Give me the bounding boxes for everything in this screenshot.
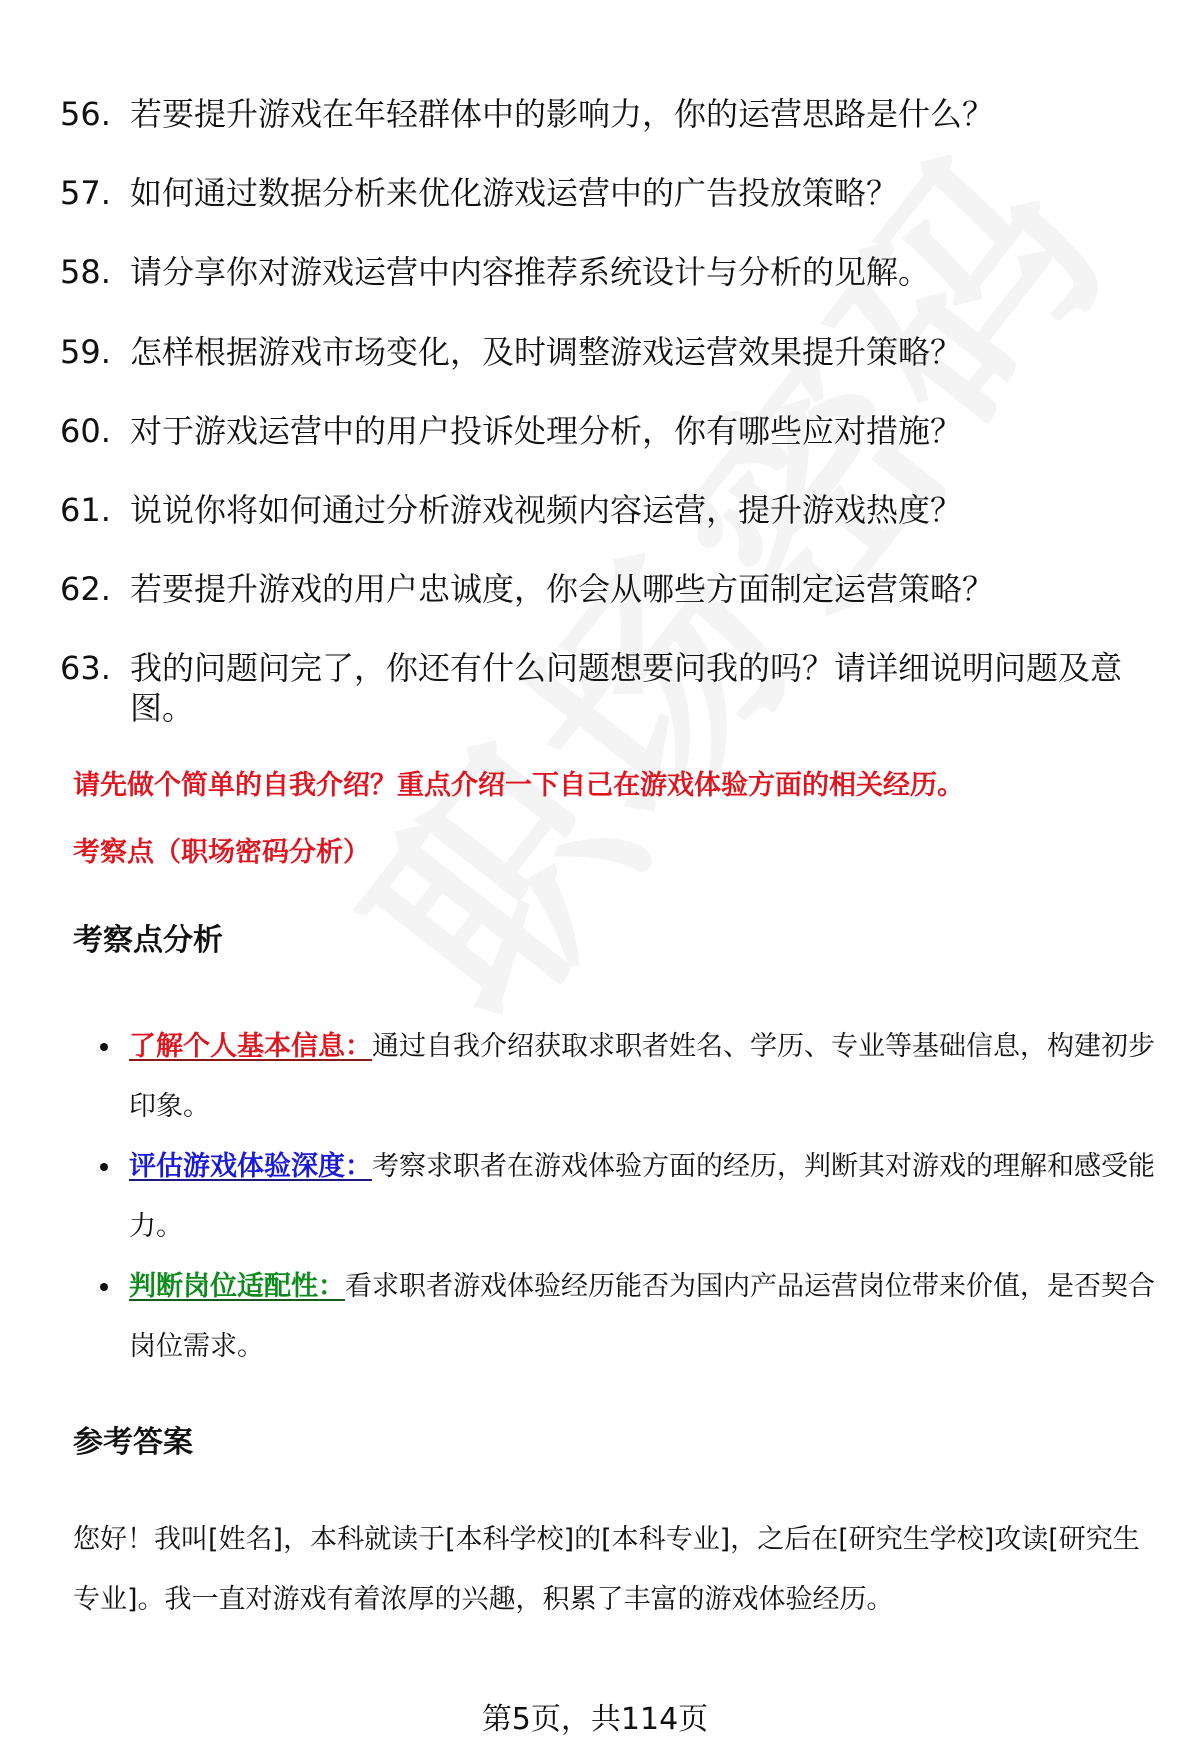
question-text: 说说你将如何通过分析游戏视频内容运营，提升游戏热度？ — [130, 491, 963, 529]
question-text: 请分享你对游戏运营中内容推荐系统设计与分析的见解。 — [130, 253, 931, 291]
analysis-point — [100, 1017, 1160, 1137]
question-number: 59. — [60, 333, 111, 371]
question-number: 58. — [60, 253, 111, 291]
question-number: 57. — [60, 174, 111, 212]
question-item — [60, 252, 1150, 292]
question-text: 我的问题问完了，你还有什么问题想要问我的吗？请详细说明问题及意图。 — [130, 649, 1123, 727]
question-text: 对于游戏运营中的用户投诉处理分析，你有哪些应对措施？ — [130, 412, 963, 450]
bullet-icon — [100, 1163, 108, 1171]
answer-paragraph: 您好！我叫[姓名]，本科就读于[本科学校]的[本科专业]，之后在[研究生学校]攻读[研究生专业]。我一直对游戏有着浓厚的兴趣，积累了丰富的游戏体验经历。 — [73, 1524, 1140, 1615]
analysis-heading: 考察点分析 — [73, 923, 223, 958]
question-item — [60, 411, 1150, 451]
analysis-point — [100, 1257, 1160, 1377]
question-text: 如何通过数据分析来优化游戏运营中的广告投放策略？ — [130, 174, 899, 212]
question-item — [60, 569, 1150, 609]
analysis-point-text: 看求职者游戏体验经历能否为国内产品运营岗位带来价值，是否契合岗位需求。 — [129, 1271, 1155, 1362]
question-number: 60. — [60, 412, 111, 450]
question-item — [60, 94, 1150, 134]
question-number: 63. — [60, 649, 111, 687]
bullet-icon — [100, 1043, 108, 1051]
analysis-point-label: 评估游戏体验深度： — [129, 1151, 372, 1182]
question-item — [60, 490, 1150, 530]
question-text: 若要提升游戏在年轻群体中的影响力，你的运营思路是什么？ — [130, 95, 995, 133]
analysis-point-label: 判断岗位适配性： — [129, 1271, 345, 1302]
question-text: 若要提升游戏的用户忠诚度，你会从哪些方面制定运营策略？ — [130, 570, 995, 608]
analysis-source: 考察点（职场密码分析） — [73, 837, 370, 868]
question-item — [60, 173, 1150, 213]
question-number: 56. — [60, 95, 111, 133]
question-item — [60, 332, 1150, 372]
bullet-icon — [100, 1283, 108, 1291]
analysis-point-label: 了解个人基本信息： — [129, 1031, 372, 1062]
question-number: 61. — [60, 491, 111, 529]
analysis-point-text: 通过自我介绍获取求职者姓名、学历、专业等基础信息，构建初步印象。 — [129, 1031, 1155, 1122]
analysis-point — [100, 1137, 1160, 1257]
question-item — [60, 648, 1150, 728]
question-number: 62. — [60, 570, 111, 608]
analysis-point-text: 考察求职者在游戏体验方面的经历，判断其对游戏的理解和感受能力。 — [129, 1151, 1155, 1242]
featured-question: 请先做个简单的自我介绍？重点介绍一下自己在游戏体验方面的相关经历。 — [73, 770, 964, 801]
page-indicator: 第5页，共114页 — [481, 1702, 709, 1737]
question-text: 怎样根据游戏市场变化，及时调整游戏运营效果提升策略？ — [130, 333, 963, 371]
answer-heading: 参考答案 — [73, 1425, 193, 1460]
